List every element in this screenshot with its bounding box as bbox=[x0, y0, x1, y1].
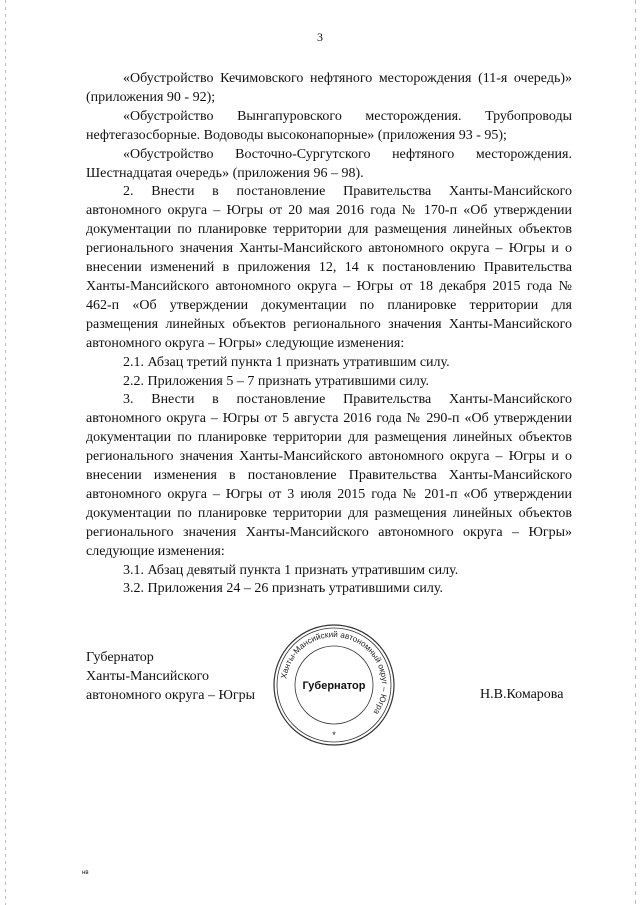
signature-title-line1: Губернатор bbox=[86, 650, 154, 665]
paragraph-item-3-1: 3.1. Абзац девятый пункта 1 признать утратившим силу. bbox=[123, 562, 459, 578]
page-number: 3 bbox=[317, 30, 323, 44]
paragraph-item-3: 3. Внести в постановление Правительства Ханты-Мансийского автономного округа – Югры от 5 августа 2016 года № 290-п «Об утверждении документации по планировке территории для размещения линейных объектов регионального значения Ханты-Мансийского автономного округа – Югры и о внесении изменения в постановление Правительства Ханты-Мансийского автономного округа – Югры от 3 июля 2015 года № 201-п «Об утверждении документации по планировке территории для размещения линейных объектов регионального значения Ханты-Мансийского автономного округа – Югры» следующие изменения: bbox=[86, 392, 572, 559]
signature-block bbox=[86, 649, 255, 706]
paragraph-vyngapur: «Обустройство Вынгапуровского месторождения. Трубопроводы нефтегазосборные. Водоводы высоконапорные» (приложения 93 - 95); bbox=[86, 108, 572, 143]
paragraph-item-2: 2. Внести в постановление Правительства Ханты-Мансийского автономного округа – Югры от 20 мая 2016 года № 170-п «Об утверждении документации по планировке территории для размещения линейных объектов регионального значения Ханты-Мансийского автономного округа – Югры и о внесении изменений в приложения 12, 14 к постановлению Правительства Ханты-Мансийского автономного округа – Югры от 18 декабря 2015 года № 462-п «Об утверждении документации по планировке территории для размещения линейных объектов регионального значения Ханты-Мансийского автономного округа – Югры» следующие изменения: bbox=[86, 184, 572, 351]
paragraph-vostochno-surgut: «Обустройство Восточно-Сургутского нефтяного месторождения. Шестнадцатая очередь» (приложения 96 – 98). bbox=[86, 146, 572, 181]
seal-center-text: Губернатор bbox=[302, 680, 366, 692]
paragraph-item-2-1: 2.1. Абзац третий пункта 1 признать утратившим силу. bbox=[123, 354, 450, 370]
scan-edge-right bbox=[635, 0, 636, 905]
seal-star: * bbox=[332, 730, 336, 740]
signature-title-line2: Ханты-Мансийского bbox=[86, 668, 210, 684]
signer-name: Н.В.Комарова bbox=[480, 687, 564, 702]
scan-edge-left bbox=[5, 0, 6, 905]
paragraph-item-3-2: 3.2. Приложения 24 – 26 признать утратившими силу. bbox=[123, 581, 444, 597]
paragraph-item-2-2: 2.2. Приложения 5 – 7 признать утратившими силу. bbox=[123, 373, 430, 389]
official-seal bbox=[272, 623, 396, 747]
footer-code: нв bbox=[82, 870, 89, 876]
seal-ring-text: Ханты-Мансийский автономный округ – Югра bbox=[279, 629, 390, 717]
signature-title-line3: автономного округа – Югры bbox=[86, 687, 255, 703]
paragraph-kechimov: «Обустройство Кечимовского нефтяного месторождения (11-я очередь)» (приложения 90 - 92); bbox=[86, 71, 572, 105]
document-body bbox=[86, 70, 572, 599]
